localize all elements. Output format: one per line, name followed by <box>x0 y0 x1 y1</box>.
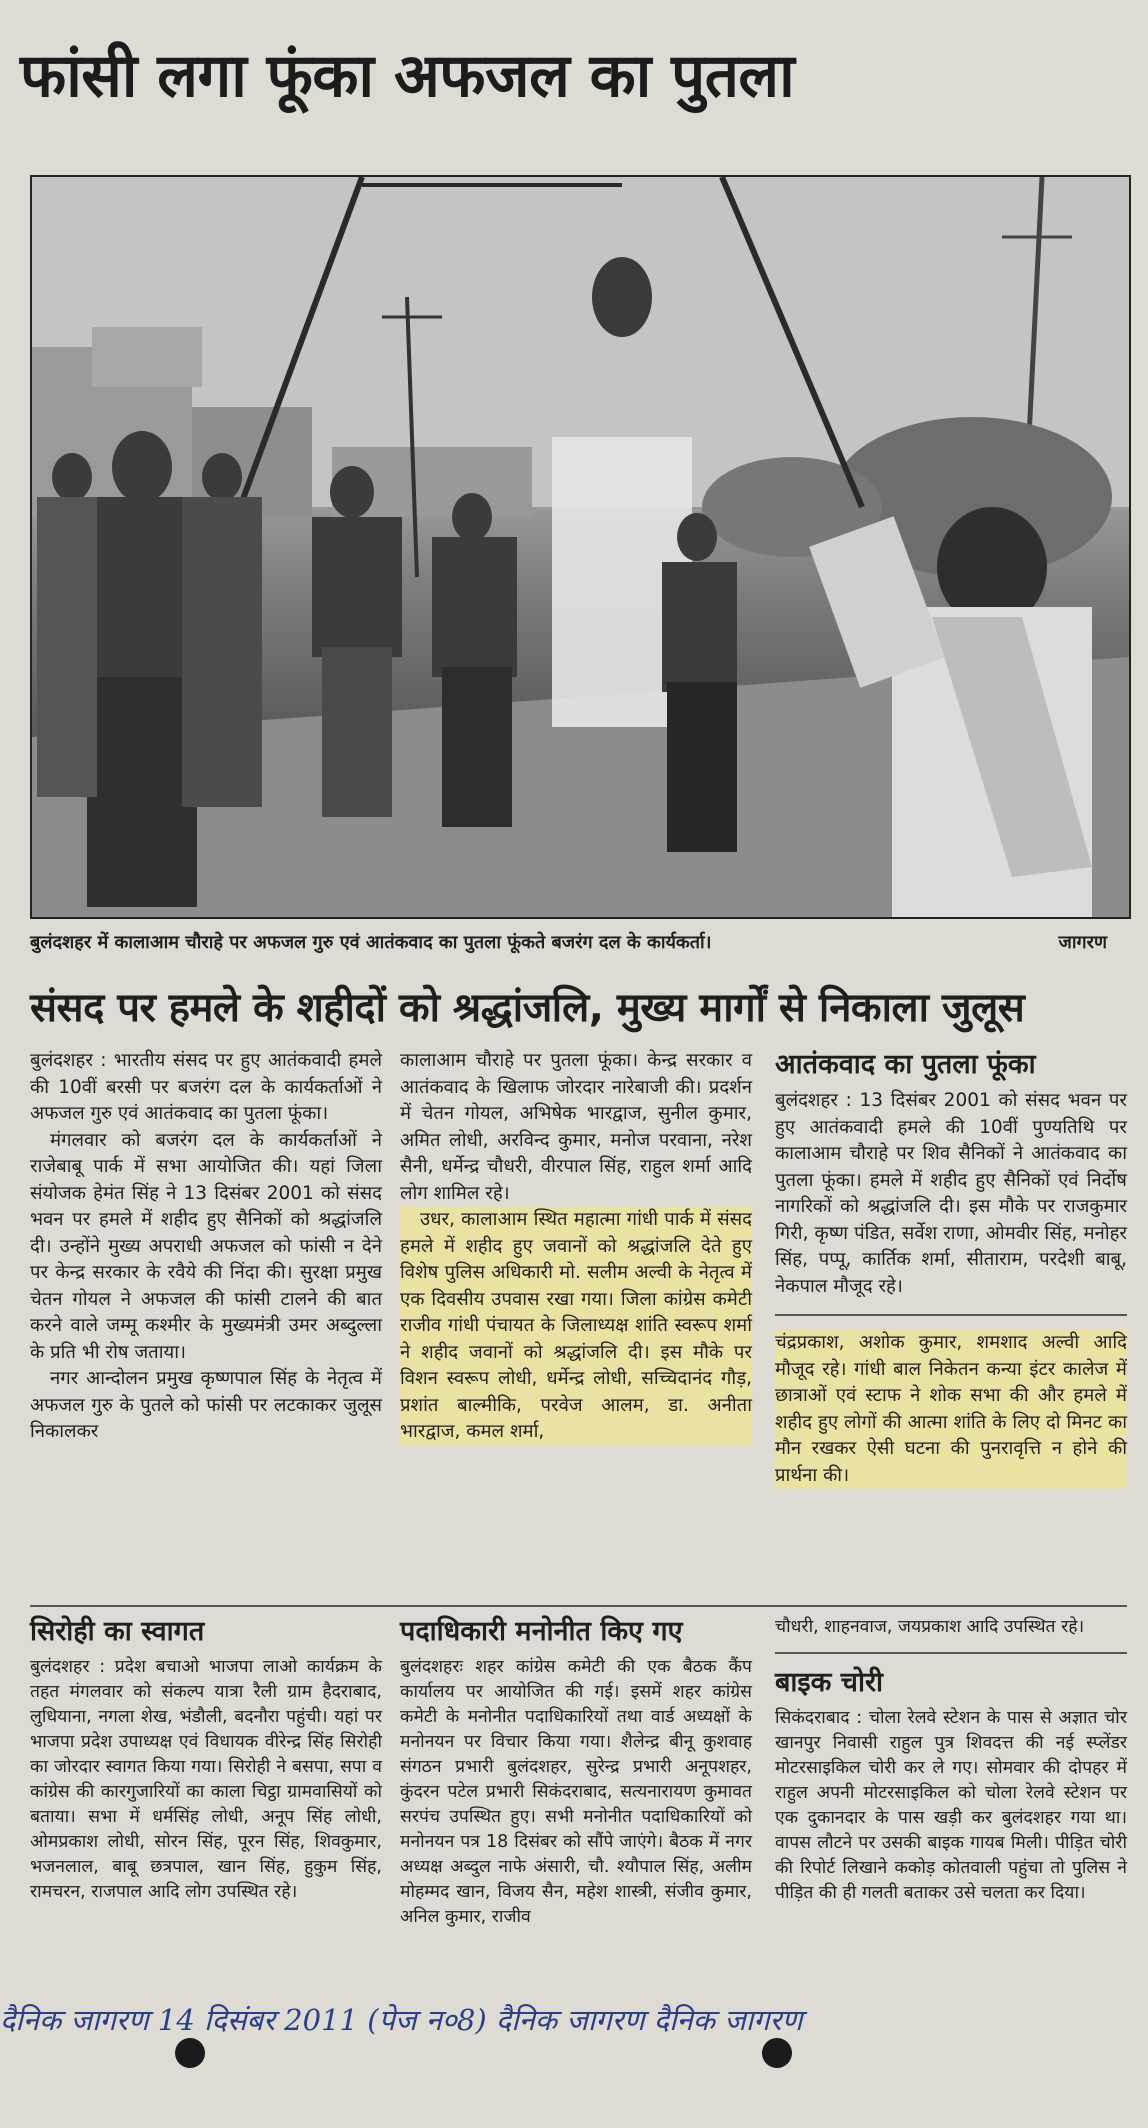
story-title: पदाधिकारी मनोनीत किए गए <box>400 1616 683 1647</box>
main-story-column-2 <box>400 1048 752 1446</box>
photo-illustration <box>32 177 1129 917</box>
punch-hole <box>175 2038 205 2068</box>
story-continuation: चौधरी, शाहनवाज, जयप्रकाश आदि उपस्थित रहे। <box>775 1617 1085 1637</box>
story-body: बुलंदशहर : प्रदेश बचाओ भाजपा लाओ कार्यक्रम के तहत मंगलवार को संकल्प यात्रा रैली ग्राम हैदराबाद, लुधियाना, नगला शेख, भंडौली, बदनौरा पहुंची। यहां पर भाजपा प्रदेश उपाध्यक्ष एवं विधायक वीरेन्द्र सिंह सिरोही का जोरदार स्वागत किया गया। सिरोही ने बसपा, सपा व कांग्रेस की कारगुजारियों का काला चिट्ठा ग्रामवासियों को बताया। सभा में धर्मसिंह लोधी, अनूप सिंह लोधी, ओमप्रकाश लोधी, सोरन सिंह, पूरन सिंह, शिवकुमार, भजनलाल, बाबू छत्रपाल, खान सिंह, हुकुम सिंह, रामचरन, राजपाल आदि लोग उपस्थित रहे। <box>30 1657 382 1902</box>
caption-text: बुलंदशहर में कालाआम चौराहे पर अफजल गुरु एवं आतंकवाद का पुतला फूंकते बजरंग दल के कार्यकर्ता। <box>30 932 712 953</box>
story-bike <box>775 1615 1127 1906</box>
side-story-title: आतंकवाद का पुतला फूंका <box>775 1049 1036 1080</box>
story-body: बुलंदशहरः शहर कांग्रेस कमेटी की एक बैठक कैंप कार्यालय पर आयोजित की गई। इसमें शहर कांग्रेस कमेटी के मनोनीत पदाधिकारियों तथा वार्ड अध्यक्षों के मनोनयन पर विचार किया गया। शैलेन्द्र बीनू कुशवाह संगठन प्रभारी बुलंदशहर, सुरेन्द्र प्रभारी अनूपशहर, कुंदरन पटेल प्रभारी सिकंदराबाद, सत्यनारायण कुमावत सरपंच उपस्थित हुए। सभी मनोनीत पदाधिकारियों को मनोनयन पत्र 18 दिसंबर को सौंपे जाएंगे। बैठक में नगर अध्यक्ष अब्दुल नाफे अंसारी, चौ. श्यौपाल सिंह, अलीम मोहम्मद खान, विजय सैन, महेश शास्त्री, संजीव कुमार, अनिल कुमार, राजीव <box>400 1657 752 1927</box>
section-divider <box>30 1605 1127 1607</box>
main-headline: संसद पर हमले के शहीदों को श्रद्धांजलि, मुख्य मार्गों से निकाला जुलूस <box>30 985 1025 1031</box>
story-padadhikari <box>400 1615 752 1930</box>
main-story-para: कालाआम चौराहे पर पुतला फूंका। केन्द्र सरकार व आतंकवाद के खिलाफ जोरदार नारेबाजी की। प्रदर्शन में चेतन गोयल, अभिषेक भारद्वाज, सुनील कुमार, अमित लोधी, अरविन्द कुमार, मनोज परवाना, नरेश सैनी, धर्मेन्द्र चौधरी, वीरपाल सिंह, राहुल शर्मा आदि लोग शामिल रहे। <box>400 1050 752 1204</box>
news-photo <box>30 175 1131 919</box>
handwritten-note: दैनिक जागरण 14 दिसंबर 2011 (पेज न०8) दैनिक जागरण दैनिक जागरण <box>0 2003 803 2037</box>
side-column <box>775 1048 1127 1489</box>
story-sirohi <box>30 1615 382 1905</box>
main-story-column-1 <box>30 1048 382 1446</box>
page-headline: फांसी लगा फूंका अफजल का पुतला <box>20 41 795 111</box>
photo-credit: जागरण <box>1058 932 1107 953</box>
main-story-para-highlighted: उधर, कालाआम स्थित महात्मा गांधी पार्क में संसद हमले में शहीद हुए जवानों को श्रद्धांजलि देते हुए विशेष पुलिस अधिकारी मो. सलीम अल्वी के नेतृत्व में एक दिवसीय उपवास रखा गया। जिला कांग्रेस कमेटी राजीव गांधी पंचायत के जिलाध्यक्ष शांति स्वरूप शर्मा ने शहीद जवानों को श्रद्धांजलि दी। इस मौके पर विशन स्वरूप लोधी, धर्मेन्द्र लोधी, सच्चिदानंद गौड़, प्रशांत बाल्मीकि, परवेज आलम, डा. अनीता भारद्वाज, कमल शर्मा, <box>400 1207 752 1446</box>
story-title: बाइक चोरी <box>775 1667 883 1698</box>
side-story-body: बुलंदशहर : 13 दिसंबर 2001 को संसद भवन पर हुए आतंकवादी हमले की 10वीं पुण्यतिथि पर कालाआम चौराहे पर शिव सैनिकों ने आतंकवाद का पुतला फूंका। हमले में शहीद हुए सैनिकों एवं निर्दोष नागरिकों को श्रद्धांजलि दी। इस मौके पर राजकुमार गिरी, कृष्ण पंडित, सर्वेश राणा, ओमवीर सिंह, मनोहर सिंह, पप्पू, कार्तिक शर्मा, सीताराम, परदेशी बाबू, नेकपाल मौजूद रहे। <box>775 1090 1127 1297</box>
main-story-para: मंगलवार को बजरंग दल के कार्यकर्ताओं ने राजेबाबू पार्क में सभा आयोजित की। यहां जिला संयोजक हेमंत सिंह ने 13 दिसंबर 2001 को संसद भवन पर हमले में शहीद हुए सैनिकों को श्रद्धांजलि दी। उन्होंने मुख्य अपराधी अफजल को फांसी न देने पर केन्द्र सरकार के रवैये की निंदा की। सुरक्षा प्रमुख चेतन गोयल ने अफजल की फांसी टालने की बात करने वाले जम्मू कश्मीर के मुख्यमंत्री उमर अब्दुल्ला के प्रति भी रोष जताया। <box>30 1129 382 1363</box>
story-body: सिकंदराबाद : चोला रेलवे स्टेशन के पास से अज्ञात चोर खानपुर निवासी राहुल पुत्र शिवदत्त की नई स्प्लेंडर मोटरसाइकिल चोरी कर ले गए। सोमवार की दोपहर में राहुल अपनी मोटरसाइकिल को चोला रेलवे स्टेशन पर एक दुकानदार के पास खड़ी कर बुलंदशहर गया था। वापस लौटने पर उसकी बाइक गायब मिली। पीड़ित चोरी की रिपोर्ट लिखाने ककोड़ कोतवाली पहुंचा तो पुलिस ने पीड़ित की ही गलती बताकर उसे चलता कर दिया। <box>775 1708 1127 1903</box>
divider <box>775 1652 1127 1654</box>
divider <box>775 1314 1127 1316</box>
punch-hole <box>762 2038 792 2068</box>
photo-caption <box>30 928 1127 958</box>
main-story-para-highlighted: चंद्रप्रकाश, अशोक कुमार, शमशाद अल्वी आदि मौजूद रहे। गांधी बाल निकेतन कन्या इंटर कालेज में छात्राओं एवं स्टाफ ने शोक सभा की और हमले में शहीद हुए लोगों की आत्मा शांति के लिए दो मिनट का मौन रखकर ऐसी घटना की पुनरावृत्ति न होने की प्रार्थना की। <box>775 1330 1127 1489</box>
story-title: सिरोही का स्वागत <box>30 1616 205 1647</box>
main-story-para: नगर आन्दोलन प्रमुख कृष्णपाल सिंह के नेतृत्व में अफजल गुरु के पुतले को फांसी पर लटकाकर जुलूस निकालकर <box>30 1368 382 1442</box>
main-story-para: बुलंदशहर : भारतीय संसद पर हुए आतंकवादी हमले की 10वीं बरसी पर बजरंग दल के कार्यकर्ताओं ने अफजल गुरु एवं आतंकवाद का पुतला फूंका। <box>30 1050 382 1124</box>
